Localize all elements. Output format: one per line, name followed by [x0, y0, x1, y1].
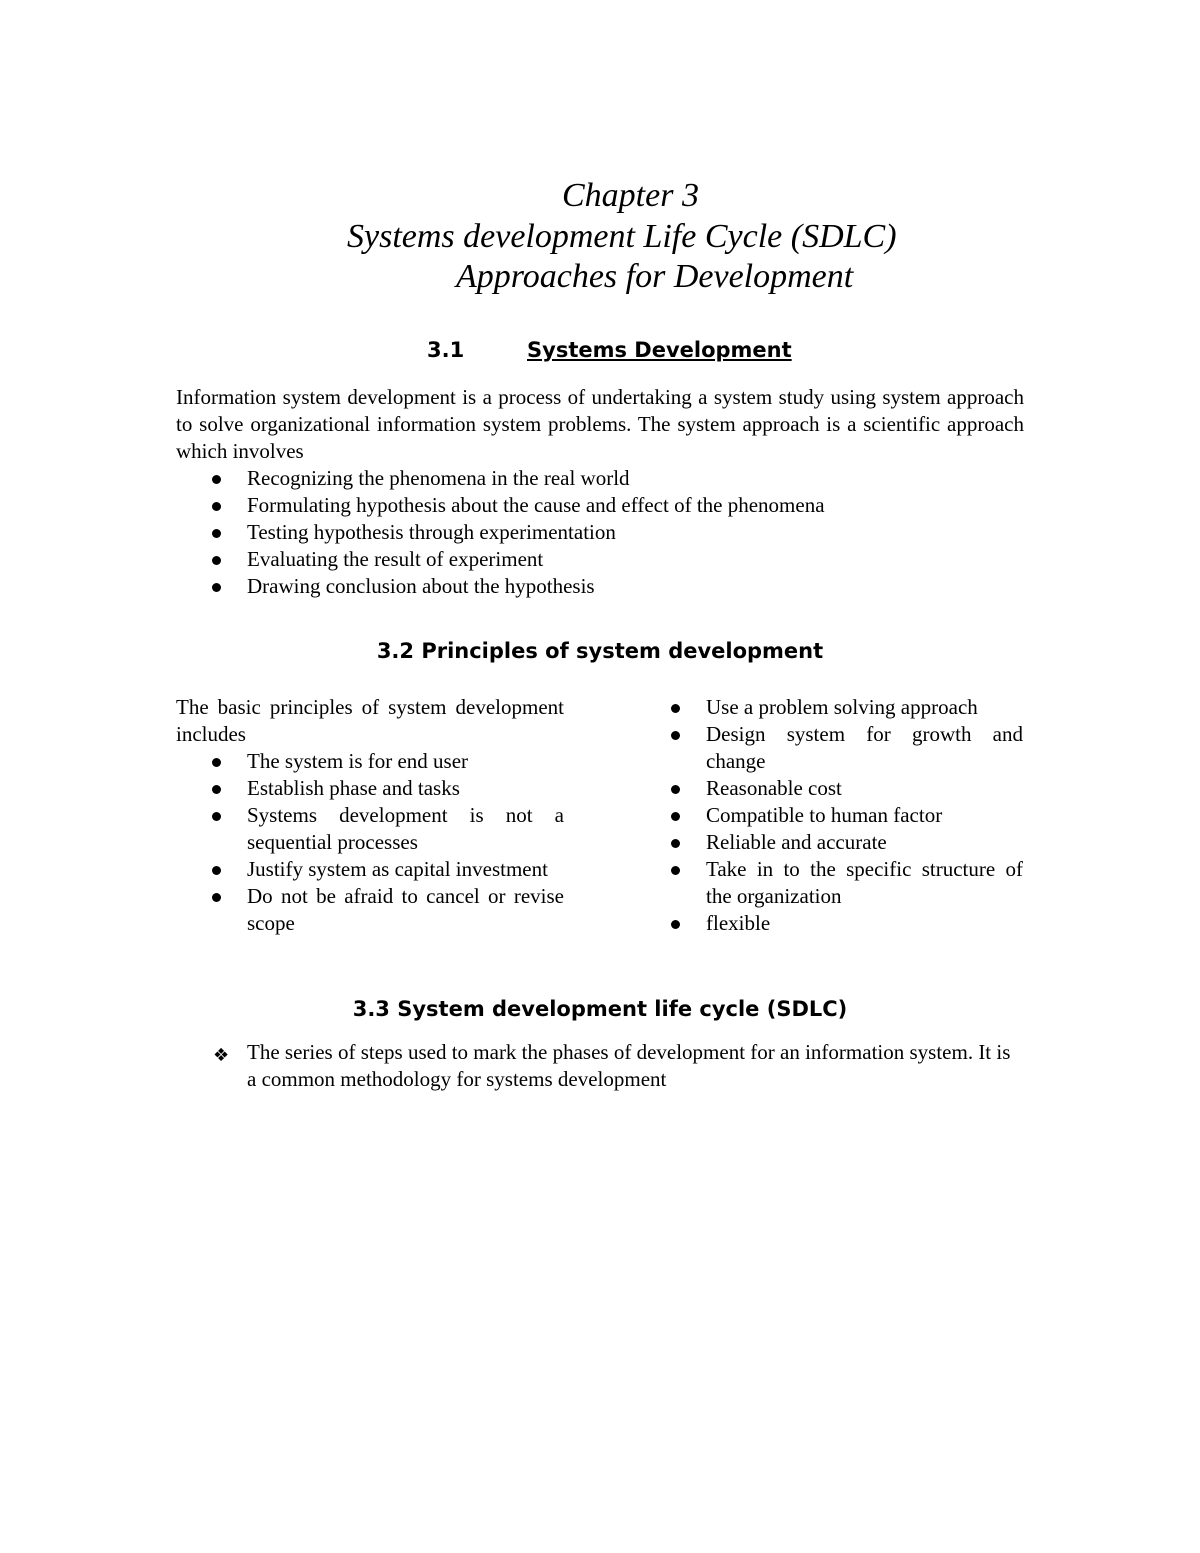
bullet-icon [212, 812, 221, 821]
chapter-subtitle: Systems development Life Cycle (SDLC) [347, 218, 897, 255]
bullet-icon [212, 583, 221, 592]
bullet-icon [212, 556, 221, 565]
list-item: Evaluating the result of experiment [176, 546, 1024, 573]
list-item: The system is for end user [176, 748, 564, 775]
principles-right-list [635, 694, 1023, 937]
section-3-1-paragraph: Information system development is a process of undertaking a system study using system approach to solve organizational information system problems. The system approach is a scientific approach which involves [176, 385, 1024, 463]
list-item: Establish phase and tasks [176, 775, 564, 802]
list-item: Drawing conclusion about the hypothesis [176, 573, 1024, 600]
section-3-1-heading: Systems Development [527, 338, 792, 362]
list-item: Use a problem solving approach [635, 694, 1023, 721]
bullet-icon [212, 893, 221, 902]
list-item: Compatible to human factor [635, 802, 1023, 829]
list-item: Systems development is not a sequential processes [176, 802, 564, 856]
list-item: Do not be afraid to cancel or revise scope [176, 883, 564, 937]
bullet-icon [671, 785, 680, 794]
list-item: Recognizing the phenomena in the real world [176, 465, 1024, 492]
list-item: Take in to the specific structure of the organization [635, 856, 1023, 910]
list-item: Testing hypothesis through experimentation [176, 519, 1024, 546]
list-item: Formulating hypothesis about the cause and effect of the phenomena [176, 492, 1024, 519]
bullet-icon [671, 839, 680, 848]
bullet-icon [671, 731, 680, 740]
bullet-icon [212, 866, 221, 875]
bullet-icon [671, 920, 680, 929]
bullet-icon [212, 502, 221, 511]
list-item: Reliable and accurate [635, 829, 1023, 856]
section-3-3-heading: 3.3 System development life cycle (SDLC) [352, 997, 848, 1021]
sdlc-definition-item [176, 1039, 1024, 1093]
bullet-icon [671, 812, 680, 821]
principles-left-column [176, 694, 564, 935]
chapter-title: Chapter 3 [562, 177, 699, 214]
list-item: Reasonable cost [635, 775, 1023, 802]
section-3-1-number: 3.1 [427, 338, 465, 362]
bullet-icon [212, 475, 221, 484]
section-3-1-bullet-list [176, 465, 1024, 600]
section-3-2-heading: 3.2 Principles of system development [376, 639, 824, 663]
list-item: Design system for growth and change [635, 721, 1023, 775]
bullet-icon [212, 758, 221, 767]
bullet-icon [671, 866, 680, 875]
principles-intro: The basic principles of system development includes [176, 695, 564, 746]
list-item: Justify system as capital investment [176, 856, 564, 883]
diamond-bullet-icon: ❖ [213, 1045, 230, 1066]
bullet-icon [212, 529, 221, 538]
chapter-subtitle-2: Approaches for Development [456, 258, 854, 295]
list-item: flexible [635, 910, 1023, 937]
principles-left-list [176, 748, 564, 937]
bullet-icon [212, 785, 221, 794]
sdlc-definition-text: The series of steps used to mark the phases of development for an information system. It is a common methodology for systems development [247, 1040, 1011, 1091]
bullet-icon [671, 704, 680, 713]
